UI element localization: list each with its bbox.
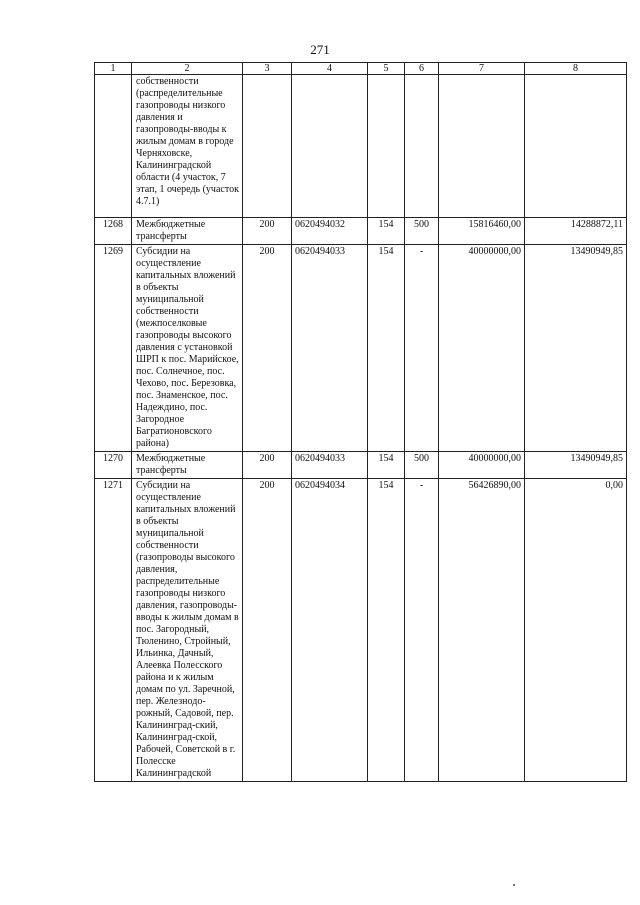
table-row — [95, 218, 627, 245]
table-row — [95, 479, 627, 782]
column-header: 2 — [132, 63, 243, 75]
cell-col3 — [243, 75, 292, 218]
row-description: Межбюджетные трансферты — [132, 452, 243, 479]
table-row — [95, 245, 627, 452]
cell-col7 — [439, 75, 525, 218]
column-header: 1 — [95, 63, 132, 75]
cell-col3: 200 — [243, 479, 292, 782]
cell-col3: 200 — [243, 245, 292, 452]
row-description: Субсидии на осуществление капитальных вложений в объекты муниципальной собственности (газопроводы высокого давления, распределительные газопроводы низкого давления, газопроводы-вводы к жилым домам в пос. Загородный, Тюленино, Стройный, Ильинка, Дачный, Алеевка Полесского района и к жилым домам по ул. Заречной, пер. Железнодо-рожный, Садовой, пер. Калининград-ский, Калининград-ской, Рабочей, Советской в г. Полесске Калининградской — [132, 479, 243, 782]
cell-col4: 0620494032 — [292, 218, 368, 245]
column-header: 4 — [292, 63, 368, 75]
cell-col8 — [525, 75, 627, 218]
cell-col3: 200 — [243, 218, 292, 245]
header-row — [95, 63, 627, 75]
cell-col7: 40000000,00 — [439, 245, 525, 452]
cell-col6: 500 — [405, 218, 439, 245]
row-number: 1271 — [95, 479, 132, 782]
column-header: 6 — [405, 63, 439, 75]
cell-col5: 154 — [368, 452, 405, 479]
cell-col8: 14288872,11 — [525, 218, 627, 245]
cell-col4: 0620494034 — [292, 479, 368, 782]
cell-col5: 154 — [368, 218, 405, 245]
cell-col6: - — [405, 245, 439, 452]
cell-col6 — [405, 75, 439, 218]
page-number: 271 — [310, 42, 330, 57]
cell-col5: 154 — [368, 479, 405, 782]
cell-col4: 0620494033 — [292, 245, 368, 452]
cell-col6: - — [405, 479, 439, 782]
cell-col5 — [368, 75, 405, 218]
cell-col7: 56426890,00 — [439, 479, 525, 782]
cell-col8: 13490949,85 — [525, 452, 627, 479]
budget-table — [94, 62, 627, 782]
row-number: 1270 — [95, 452, 132, 479]
column-header: 7 — [439, 63, 525, 75]
cell-col4: 0620494033 — [292, 452, 368, 479]
cell-col6: 500 — [405, 452, 439, 479]
row-description: Межбюджетные трансферты — [132, 218, 243, 245]
row-description: Субсидии на осуществление капитальных вложений в объекты муниципальной собственности (межпоселковые газопроводы высокого давления с установкой ШРП к пос. Марийское, пос. Солнечное, пос. Чехово, пос. Березовка, пос. Знаменское, пос. Надеждино, пос. Загородное Багратионовского района) — [132, 245, 243, 452]
cell-col8: 0,00 — [525, 479, 627, 782]
cell-col7: 40000000,00 — [439, 452, 525, 479]
cell-col3: 200 — [243, 452, 292, 479]
cell-col8: 13490949,85 — [525, 245, 627, 452]
row-number — [95, 75, 132, 218]
column-header: 3 — [243, 63, 292, 75]
column-header: 5 — [368, 63, 405, 75]
column-header: 8 — [525, 63, 627, 75]
row-number: 1269 — [95, 245, 132, 452]
table-row — [95, 75, 627, 218]
row-description: собственности (распределительные газопроводы низкого давления и газопроводы-вводы к жилым домам в городе Черняховске, Калининградской области (4 участок, 7 этап, 1 очередь (участок 4.7.1) — [132, 75, 243, 218]
cell-col7: 15816460,00 — [439, 218, 525, 245]
table-row — [95, 452, 627, 479]
cell-col4 — [292, 75, 368, 218]
cell-col5: 154 — [368, 245, 405, 452]
scan-speck — [513, 884, 515, 886]
row-number: 1268 — [95, 218, 132, 245]
